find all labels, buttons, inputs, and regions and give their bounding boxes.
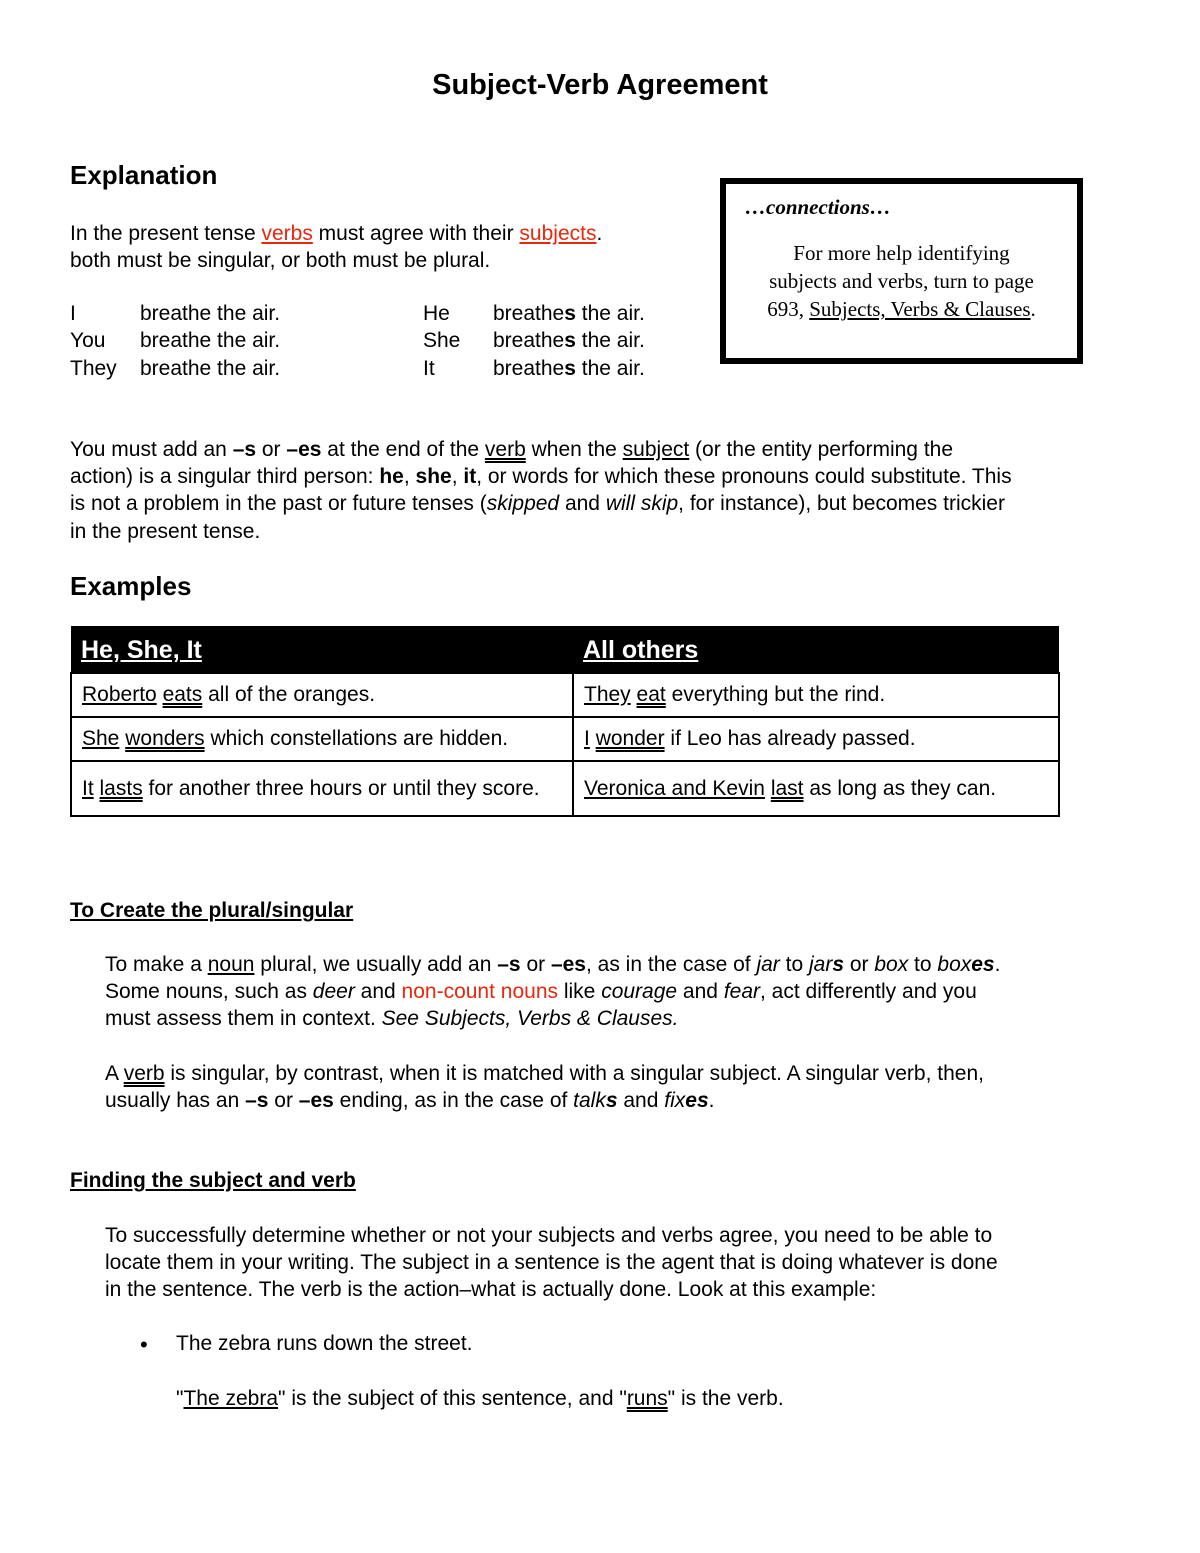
text: breathe xyxy=(493,302,565,325)
explanation-paragraph-2-line-4: in the present tense. xyxy=(70,520,261,543)
conj-verb: breathe the air. xyxy=(140,357,281,380)
plural-paragraph-line-1 xyxy=(105,951,1000,978)
finding-paragraph-line-2: locate them in your writing. The subject in a sentence is the agent that is doing whatever is done xyxy=(105,1251,998,1274)
text: which constellations are hidden. xyxy=(204,727,509,750)
table-cell xyxy=(71,717,573,761)
text: (or the entity performing the xyxy=(689,438,954,461)
conj-pronoun: They xyxy=(70,357,117,380)
text: –s xyxy=(245,1089,269,1112)
text: to xyxy=(908,953,938,976)
text: es xyxy=(685,1089,709,1112)
connections-heading: …connections… xyxy=(745,195,891,219)
verb: last xyxy=(770,776,804,800)
text: , xyxy=(451,465,464,488)
text: –es xyxy=(298,1089,334,1112)
text: verb xyxy=(123,1062,165,1085)
verb: wonders xyxy=(125,727,205,750)
text: , or words for which these pronouns could substitute. This xyxy=(476,465,1012,488)
text: she xyxy=(415,465,452,488)
subjects-link[interactable]: subjects xyxy=(519,222,597,245)
text: –es xyxy=(550,953,586,976)
text: box xyxy=(937,953,972,976)
explanation-paragraph-line-2: both must be singular, or both must be plural. xyxy=(70,249,491,272)
text: " is the verb. xyxy=(667,1387,784,1410)
plural-paragraph-2-line-1 xyxy=(105,1060,984,1087)
text: In the present tense xyxy=(70,222,262,245)
text: it xyxy=(463,465,477,488)
text: subject xyxy=(622,438,690,461)
conj-verb xyxy=(493,327,645,354)
conj-pronoun: You xyxy=(70,329,106,352)
verb: eat xyxy=(636,683,666,706)
finding-heading: Finding the subject and verb xyxy=(70,1169,356,1192)
text: or xyxy=(520,953,551,976)
text: –es xyxy=(286,438,322,461)
plural-paragraph-line-2 xyxy=(105,978,977,1005)
text xyxy=(735,295,1068,323)
text: must assess them in context. xyxy=(105,1007,382,1030)
conj-pronoun: He xyxy=(423,302,450,325)
text: or xyxy=(844,953,875,976)
text: . xyxy=(596,222,603,245)
text: breathe xyxy=(493,357,565,380)
subject: It xyxy=(82,776,94,800)
examples-heading: Examples xyxy=(70,571,192,601)
text: " xyxy=(176,1387,184,1410)
text: –s xyxy=(497,953,521,976)
plural-heading: To Create the plural/singular xyxy=(70,899,354,922)
text: . xyxy=(994,953,1001,976)
table-row xyxy=(71,761,1059,816)
subjects-verbs-clauses-link[interactable]: Subjects, Verbs & Clauses xyxy=(809,297,1031,321)
text: The zebra xyxy=(183,1387,279,1410)
text: and xyxy=(354,980,402,1003)
column-header: All others xyxy=(573,626,1059,673)
conj-verb xyxy=(493,300,645,327)
text: s xyxy=(832,953,844,976)
conj-pronoun: It xyxy=(423,357,435,380)
plural-paragraph-2-line-2 xyxy=(105,1087,714,1114)
text: subjects and verbs, turn to page xyxy=(769,269,1034,293)
column-header: He, She, It xyxy=(71,626,573,673)
text: To make a xyxy=(105,953,208,976)
text: es xyxy=(971,953,995,976)
subject: They xyxy=(584,683,631,706)
table-row xyxy=(71,717,1059,761)
text: action) is a singular third person: xyxy=(70,465,380,488)
text: Some nouns, such as xyxy=(105,980,313,1003)
text: must agree with their xyxy=(312,222,520,245)
text: deer xyxy=(312,980,355,1003)
text: , act differently and you xyxy=(760,980,977,1003)
text: 693, xyxy=(767,297,810,321)
text: is singular, by contrast, when it is matched with a singular subject. A singular verb, then, xyxy=(164,1062,984,1085)
table-header-row xyxy=(71,626,1059,673)
ending: s xyxy=(564,357,576,380)
example-sentence: The zebra runs down the street. xyxy=(176,1332,473,1355)
text: fix xyxy=(664,1089,686,1112)
table-cell xyxy=(573,673,1059,717)
text: See Subjects, Verbs & Clauses. xyxy=(381,1007,679,1030)
table-cell xyxy=(573,717,1059,761)
page-title: Subject-Verb Agreement xyxy=(432,69,768,101)
text: courage xyxy=(601,980,678,1003)
conj-pronoun: She xyxy=(423,329,461,352)
text: For more help identifying xyxy=(793,241,1010,265)
finding-paragraph-line-1: To successfully determine whether or not your subjects and verbs agree, you need to be able to xyxy=(105,1224,993,1247)
text: . xyxy=(708,1089,715,1112)
explanation-paragraph-2-line-3 xyxy=(70,490,1005,517)
table-cell xyxy=(573,761,1059,816)
explanation-paragraph-line-1 xyxy=(70,220,602,247)
text: is not a problem in the past or future tenses ( xyxy=(70,492,487,515)
explanation-heading: Explanation xyxy=(70,160,218,190)
text: the air. xyxy=(575,329,645,352)
text: ending, as in the case of xyxy=(333,1089,574,1112)
text: breathe xyxy=(493,329,565,352)
subject: I xyxy=(584,727,590,750)
text: for another three hours or until they score. xyxy=(142,776,540,800)
conj-pronoun: I xyxy=(70,302,76,325)
finding-paragraph-line-3: in the sentence. The verb is the action–what is actually done. Look at this example: xyxy=(105,1278,877,1301)
text: all of the oranges. xyxy=(202,683,376,706)
text: everything but the rind. xyxy=(665,683,886,706)
text: and xyxy=(617,1089,665,1112)
examples-table xyxy=(70,626,1060,817)
conj-verb: breathe the air. xyxy=(140,329,281,352)
text: skipped xyxy=(486,492,560,515)
text: the air. xyxy=(575,302,645,325)
ending: s xyxy=(564,302,576,325)
text: as long as they can. xyxy=(803,776,997,800)
conj-verb: breathe the air. xyxy=(140,302,281,325)
text: A xyxy=(105,1062,124,1085)
example-explanation xyxy=(176,1385,784,1412)
text: " is the subject of this sentence, and " xyxy=(278,1387,627,1410)
text: , for instance), but becomes trickier xyxy=(678,492,1005,515)
verbs-link[interactable]: verbs xyxy=(261,222,313,245)
text: will skip xyxy=(605,492,679,515)
text: runs xyxy=(626,1387,668,1410)
text: jar xyxy=(756,953,780,976)
text: or xyxy=(256,438,287,461)
explanation-paragraph-2-line-1 xyxy=(70,436,953,463)
text: . xyxy=(1030,297,1036,321)
text: s xyxy=(605,1089,618,1112)
text: at the end of the xyxy=(321,438,485,461)
text: and xyxy=(677,980,724,1003)
connections-body xyxy=(735,239,1068,323)
verb: wonder xyxy=(595,727,665,750)
explanation-paragraph-2-line-2 xyxy=(70,463,1012,490)
text: usually has an xyxy=(105,1089,246,1112)
text: and xyxy=(559,492,606,515)
text: or xyxy=(268,1089,299,1112)
subject: Veronica and Kevin xyxy=(584,776,765,800)
non-count-nouns-link[interactable]: non-count nouns xyxy=(401,980,559,1003)
subject: Roberto xyxy=(82,683,157,706)
text: he xyxy=(379,465,404,488)
text: if Leo has already passed. xyxy=(664,727,916,750)
text: like xyxy=(558,980,602,1003)
conj-verb xyxy=(493,355,645,382)
table-cell xyxy=(71,673,573,717)
text: –s xyxy=(232,438,257,461)
text: to xyxy=(779,953,809,976)
text: , xyxy=(403,465,416,488)
text: verb xyxy=(484,438,526,461)
table-cell xyxy=(71,761,573,816)
text: plural, we usually add an xyxy=(254,953,498,976)
plural-paragraph-line-3 xyxy=(105,1005,678,1032)
text: when the xyxy=(525,438,623,461)
text: noun xyxy=(207,953,255,976)
text: , as in the case of xyxy=(586,953,757,976)
ending: s xyxy=(564,329,576,352)
table-row xyxy=(71,673,1059,717)
text: You must add an xyxy=(70,438,233,461)
verb: lasts xyxy=(99,776,143,800)
text: box xyxy=(874,953,909,976)
text: jar xyxy=(808,953,833,976)
text: talk xyxy=(573,1089,606,1112)
bullet-icon: • xyxy=(140,1332,148,1357)
subject: She xyxy=(82,727,120,750)
verb: eats xyxy=(162,683,203,706)
text: fear xyxy=(723,980,760,1003)
text: the air. xyxy=(575,357,645,380)
connections-box xyxy=(720,178,1083,364)
